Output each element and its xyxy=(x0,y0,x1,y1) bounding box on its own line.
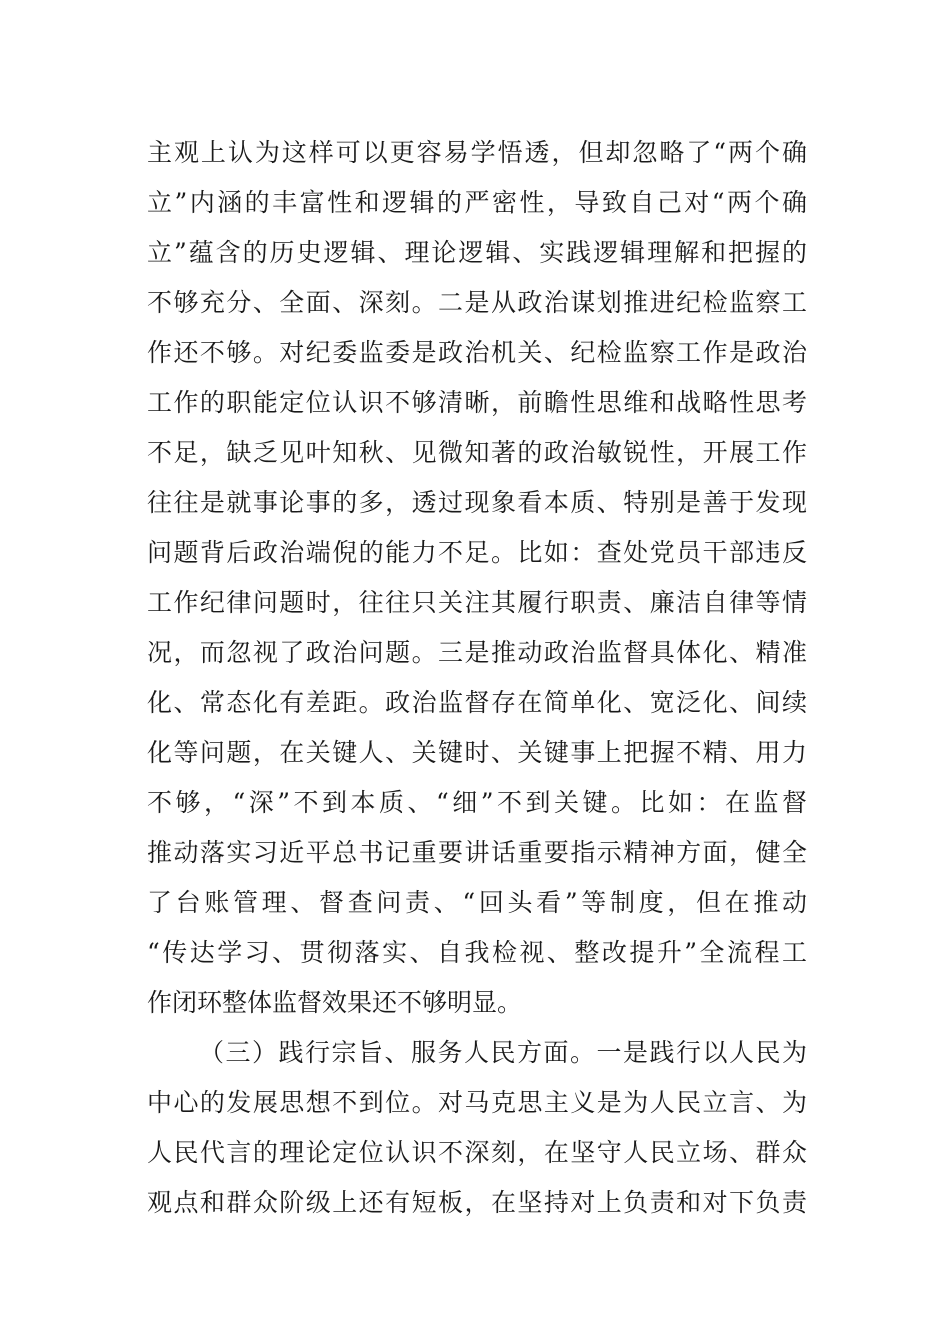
text-line: 化等问题，在关键人、关键时、关键事上把握不精、用力 xyxy=(147,738,807,767)
section-heading-line: （三）践行宗旨、服务人民方面。一是践行以人民为 xyxy=(199,1038,807,1067)
text-line: 况，而忽视了政治问题。三是推动政治监督具体化、精准 xyxy=(147,638,807,667)
text-line: 往往是就事论事的多，透过现象看本质、特别是善于发现 xyxy=(147,488,807,517)
paragraph-end-line: 作闭环整体监督效果还不够明显。 xyxy=(147,988,523,1017)
text-line: 立”蕴含的历史逻辑、理论逻辑、实践逻辑理解和把握的 xyxy=(147,238,807,267)
text-line: 推动落实习近平总书记重要讲话重要指示精神方面，健全 xyxy=(147,838,807,867)
text-line: 作还不够。对纪委监委是政治机关、纪检监察工作是政治 xyxy=(147,338,807,367)
text-line: 观点和群众阶级上还有短板，在坚持对上负责和对下负责 xyxy=(147,1188,807,1217)
text-line: 工作纪律问题时，往往只关注其履行职责、廉洁自律等情 xyxy=(147,588,807,617)
body-text xyxy=(147,128,807,1228)
text-line: 问题背后政治端倪的能力不足。比如：查处党员干部违反 xyxy=(147,538,807,567)
text-line: 不够，“深”不到本质、“细”不到关键。比如：在监督 xyxy=(147,788,807,817)
text-line: 了台账管理、督查问责、“回头看”等制度，但在推动 xyxy=(147,888,807,917)
text-line: 人民代言的理论定位认识不深刻，在坚守人民立场、群众 xyxy=(147,1138,807,1167)
text-line: 中心的发展思想不到位。对马克思主义是为人民立言、为 xyxy=(147,1088,807,1117)
text-line: 不足，缺乏见叶知秋、见微知著的政治敏锐性，开展工作 xyxy=(147,438,807,467)
text-line: 不够充分、全面、深刻。二是从政治谋划推进纪检监察工 xyxy=(147,288,807,317)
text-line: 工作的职能定位认识不够清晰，前瞻性思维和战略性思考 xyxy=(147,388,807,417)
text-line: 立”内涵的丰富性和逻辑的严密性，导致自己对“两个确 xyxy=(147,188,807,217)
text-line: 化、常态化有差距。政治监督存在简单化、宽泛化、间续 xyxy=(147,688,807,717)
text-line: “传达学习、贯彻落实、自我检视、整改提升”全流程工 xyxy=(147,938,807,967)
text-line: 主观上认为这样可以更容易学悟透，但却忽略了“两个确 xyxy=(147,138,807,167)
